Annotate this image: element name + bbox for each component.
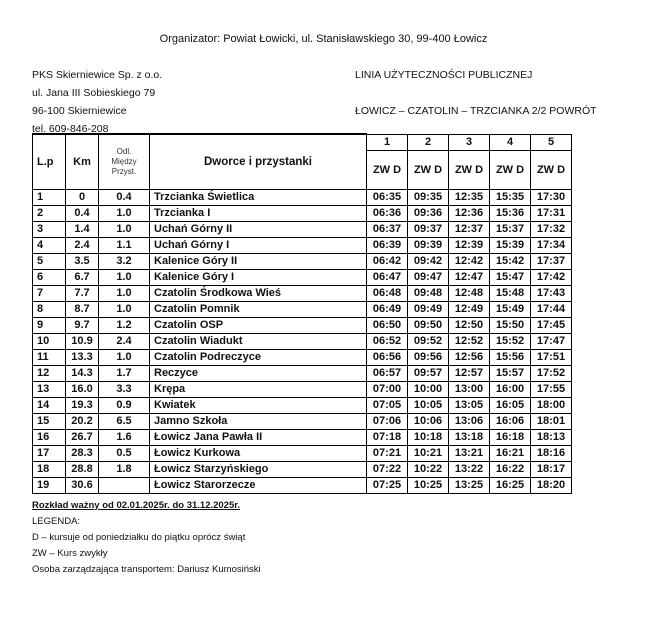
course-type: ZW D (367, 150, 408, 189)
organizer-line: Organizator: Powiat Łowicki, ul. Stanisławskiego 30, 99-400 Łowicz (159, 33, 488, 45)
table-row (33, 381, 572, 397)
row-km: 3.5 (66, 253, 99, 269)
row-departure-time: 12:36 (449, 205, 490, 221)
row-departure-time: 13:21 (449, 445, 490, 461)
row-departure-time: 17:43 (531, 285, 572, 301)
header-stops: Dworce i przystanki (150, 134, 367, 189)
course-number: 3 (449, 134, 490, 150)
row-departure-time: 17:51 (531, 349, 572, 365)
row-departure-time: 09:35 (408, 189, 449, 205)
row-departure-time: 13:18 (449, 429, 490, 445)
row-departure-time: 06:36 (367, 205, 408, 221)
table-row (33, 461, 572, 477)
header-odl-line3: Przyst. (111, 166, 137, 176)
table-row (33, 349, 572, 365)
row-departure-time: 18:17 (531, 461, 572, 477)
row-distance: 1.7 (99, 365, 150, 381)
row-distance: 0.5 (99, 445, 150, 461)
table-row (33, 221, 572, 237)
row-departure-time: 09:39 (408, 237, 449, 253)
row-km: 28.3 (66, 445, 99, 461)
row-departure-time: 09:57 (408, 365, 449, 381)
row-departure-time: 09:50 (408, 317, 449, 333)
row-departure-time: 15:56 (490, 349, 531, 365)
row-lp: 18 (33, 461, 66, 477)
row-stop-name: Łowicz Starzyńskiego (150, 461, 367, 477)
course-type: ZW D (490, 150, 531, 189)
row-stop-name: Łowicz Jana Pawła II (150, 429, 367, 445)
row-distance: 6.5 (99, 413, 150, 429)
row-lp: 5 (33, 253, 66, 269)
row-departure-time: 07:22 (367, 461, 408, 477)
row-distance: 1.0 (99, 221, 150, 237)
table-row (33, 285, 572, 301)
row-lp: 16 (33, 429, 66, 445)
row-departure-time: 17:30 (531, 189, 572, 205)
row-departure-time: 15:47 (490, 269, 531, 285)
course-type: ZW D (531, 150, 572, 189)
row-lp: 14 (33, 397, 66, 413)
row-distance: 1.0 (99, 205, 150, 221)
course-number: 5 (531, 134, 572, 150)
row-km: 28.8 (66, 461, 99, 477)
row-distance: 1.0 (99, 269, 150, 285)
row-departure-time: 17:32 (531, 221, 572, 237)
row-departure-time: 06:52 (367, 333, 408, 349)
row-departure-time: 09:49 (408, 301, 449, 317)
row-departure-time: 15:52 (490, 333, 531, 349)
row-departure-time: 17:47 (531, 333, 572, 349)
row-lp: 2 (33, 205, 66, 221)
legend-d: D – kursuje od poniedziałku do piątku oprócz świąt (32, 532, 246, 543)
row-km: 10.9 (66, 333, 99, 349)
row-distance: 1.6 (99, 429, 150, 445)
row-km: 13.3 (66, 349, 99, 365)
course-number: 4 (490, 134, 531, 150)
row-stop-name: Kwiatek (150, 397, 367, 413)
row-departure-time: 15:42 (490, 253, 531, 269)
row-departure-time: 10:06 (408, 413, 449, 429)
row-lp: 4 (33, 237, 66, 253)
row-km: 0.4 (66, 205, 99, 221)
row-departure-time: 09:37 (408, 221, 449, 237)
header-km: Km (66, 134, 99, 189)
row-departure-time: 16:18 (490, 429, 531, 445)
row-departure-time: 15:57 (490, 365, 531, 381)
row-departure-time: 16:22 (490, 461, 531, 477)
row-departure-time: 09:48 (408, 285, 449, 301)
row-departure-time: 15:49 (490, 301, 531, 317)
row-departure-time: 06:50 (367, 317, 408, 333)
row-km: 9.7 (66, 317, 99, 333)
row-departure-time: 06:37 (367, 221, 408, 237)
row-departure-time: 07:21 (367, 445, 408, 461)
row-distance: 3.3 (99, 381, 150, 397)
row-lp: 11 (33, 349, 66, 365)
row-km: 7.7 (66, 285, 99, 301)
row-lp: 13 (33, 381, 66, 397)
course-type: ZW D (408, 150, 449, 189)
row-departure-time: 12:35 (449, 189, 490, 205)
row-lp: 1 (33, 189, 66, 205)
row-departure-time: 17:55 (531, 381, 572, 397)
row-departure-time: 09:42 (408, 253, 449, 269)
row-departure-time: 10:00 (408, 381, 449, 397)
row-stop-name: Uchań Górny I (150, 237, 367, 253)
row-stop-name: Czatolin Pomnik (150, 301, 367, 317)
row-departure-time: 15:36 (490, 205, 531, 221)
row-distance: 0.4 (99, 189, 150, 205)
row-departure-time: 16:00 (490, 381, 531, 397)
table-row (33, 237, 572, 253)
row-departure-time: 12:48 (449, 285, 490, 301)
row-departure-time: 13:05 (449, 397, 490, 413)
table-row (33, 445, 572, 461)
row-departure-time: 17:31 (531, 205, 572, 221)
row-departure-time: 12:39 (449, 237, 490, 253)
table-row (33, 333, 572, 349)
row-departure-time: 07:05 (367, 397, 408, 413)
row-lp: 7 (33, 285, 66, 301)
transport-manager: Osoba zarządzająca transportem: Dariusz Kumosiński (32, 564, 261, 575)
row-km: 1.4 (66, 221, 99, 237)
row-departure-time: 12:49 (449, 301, 490, 317)
row-departure-time: 12:47 (449, 269, 490, 285)
course-number: 1 (367, 134, 408, 150)
row-departure-time: 09:36 (408, 205, 449, 221)
row-departure-time: 17:34 (531, 237, 572, 253)
row-distance: 1.0 (99, 285, 150, 301)
table-row (33, 269, 572, 285)
header-odl-line1: Odl. (116, 146, 132, 156)
course-type: ZW D (449, 150, 490, 189)
row-departure-time: 16:05 (490, 397, 531, 413)
row-departure-time: 09:47 (408, 269, 449, 285)
row-lp: 17 (33, 445, 66, 461)
row-lp: 8 (33, 301, 66, 317)
row-departure-time: 13:22 (449, 461, 490, 477)
header-odl-line2: Między (111, 156, 137, 166)
row-stop-name: Kalenice Góry II (150, 253, 367, 269)
row-departure-time: 06:48 (367, 285, 408, 301)
row-departure-time: 10:25 (408, 477, 449, 493)
row-km: 6.7 (66, 269, 99, 285)
row-departure-time: 07:18 (367, 429, 408, 445)
row-departure-time: 12:37 (449, 221, 490, 237)
row-departure-time: 15:48 (490, 285, 531, 301)
row-departure-time: 07:25 (367, 477, 408, 493)
row-departure-time: 06:35 (367, 189, 408, 205)
row-departure-time: 09:56 (408, 349, 449, 365)
row-departure-time: 15:39 (490, 237, 531, 253)
legend-zw: ZW – Kurs zwykły (32, 548, 108, 559)
row-departure-time: 17:52 (531, 365, 572, 381)
table-row (33, 397, 572, 413)
row-departure-time: 06:49 (367, 301, 408, 317)
row-departure-time: 16:25 (490, 477, 531, 493)
row-km: 20.2 (66, 413, 99, 429)
row-stop-name: Krępa (150, 381, 367, 397)
operator-street: ul. Jana III Sobieskiego 79 (32, 87, 156, 99)
header-odl (99, 134, 150, 189)
row-km: 0 (66, 189, 99, 205)
table-row (33, 253, 572, 269)
row-departure-time: 18:13 (531, 429, 572, 445)
row-departure-time: 12:50 (449, 317, 490, 333)
row-stop-name: Uchań Górny II (150, 221, 367, 237)
row-departure-time: 06:56 (367, 349, 408, 365)
row-stop-name: Czatolin Wiadukt (150, 333, 367, 349)
course-number: 2 (408, 134, 449, 150)
header-lp: L.p (33, 134, 66, 189)
row-departure-time: 09:52 (408, 333, 449, 349)
row-km: 2.4 (66, 237, 99, 253)
row-departure-time: 17:42 (531, 269, 572, 285)
row-distance: 1.0 (99, 349, 150, 365)
legend-title: LEGENDA: (32, 516, 81, 527)
row-departure-time: 12:56 (449, 349, 490, 365)
row-lp: 19 (33, 477, 66, 493)
row-distance (99, 477, 150, 493)
row-stop-name: Reczyce (150, 365, 367, 381)
row-departure-time: 15:50 (490, 317, 531, 333)
row-distance: 0.9 (99, 397, 150, 413)
table-row (33, 317, 572, 333)
row-departure-time: 13:00 (449, 381, 490, 397)
row-stop-name: Jamno Szkoła (150, 413, 367, 429)
table-row (33, 429, 572, 445)
row-distance: 3.2 (99, 253, 150, 269)
row-distance: 1.0 (99, 301, 150, 317)
row-lp: 15 (33, 413, 66, 429)
row-departure-time: 17:45 (531, 317, 572, 333)
row-departure-time: 16:06 (490, 413, 531, 429)
footer (32, 498, 261, 578)
validity-period: Rozkład ważny od 02.01.2025r. do 31.12.2025r. (32, 500, 241, 511)
timetable (32, 133, 572, 494)
row-departure-time: 17:44 (531, 301, 572, 317)
route-title: ŁOWICZ – CZATOLIN – TRZCIANKA 2/2 POWRÓT (355, 105, 597, 117)
row-km: 30.6 (66, 477, 99, 493)
row-departure-time: 06:57 (367, 365, 408, 381)
row-departure-time: 18:00 (531, 397, 572, 413)
row-distance: 2.4 (99, 333, 150, 349)
operator-city: 96-100 Skierniewice (32, 105, 127, 117)
row-departure-time: 10:05 (408, 397, 449, 413)
table-row (33, 205, 572, 221)
row-km: 26.7 (66, 429, 99, 445)
row-departure-time: 07:06 (367, 413, 408, 429)
row-stop-name: Kalenice Góry I (150, 269, 367, 285)
table-row (33, 413, 572, 429)
row-stop-name: Łowicz Kurkowa (150, 445, 367, 461)
row-departure-time: 15:37 (490, 221, 531, 237)
operator-info (32, 66, 162, 138)
row-departure-time: 15:35 (490, 189, 531, 205)
row-departure-time: 17:37 (531, 253, 572, 269)
row-lp: 9 (33, 317, 66, 333)
row-departure-time: 07:00 (367, 381, 408, 397)
row-departure-time: 10:18 (408, 429, 449, 445)
table-row (33, 365, 572, 381)
row-departure-time: 06:47 (367, 269, 408, 285)
row-departure-time: 13:25 (449, 477, 490, 493)
row-km: 8.7 (66, 301, 99, 317)
row-departure-time: 12:42 (449, 253, 490, 269)
row-departure-time: 06:39 (367, 237, 408, 253)
row-lp: 10 (33, 333, 66, 349)
row-departure-time: 18:16 (531, 445, 572, 461)
row-distance: 1.1 (99, 237, 150, 253)
row-km: 19.3 (66, 397, 99, 413)
row-stop-name: Czatolin OSP (150, 317, 367, 333)
row-stop-name: Trzcianka I (150, 205, 367, 221)
line-type: LINIA UŻYTECZNOŚCI PUBLICZNEJ (355, 69, 533, 81)
row-departure-time: 10:22 (408, 461, 449, 477)
row-stop-name: Trzcianka Świetlica (150, 189, 367, 205)
row-km: 14.3 (66, 365, 99, 381)
row-departure-time: 12:57 (449, 365, 490, 381)
row-lp: 12 (33, 365, 66, 381)
row-departure-time: 13:06 (449, 413, 490, 429)
row-departure-time: 12:52 (449, 333, 490, 349)
row-departure-time: 10:21 (408, 445, 449, 461)
row-lp: 3 (33, 221, 66, 237)
operator-phone: tel. 609-846-208 (32, 123, 109, 135)
row-departure-time: 16:21 (490, 445, 531, 461)
row-stop-name: Czatolin Podreczyce (150, 349, 367, 365)
row-distance: 1.8 (99, 461, 150, 477)
row-departure-time: 18:01 (531, 413, 572, 429)
row-stop-name: Łowicz Starorzecze (150, 477, 367, 493)
row-departure-time: 06:42 (367, 253, 408, 269)
row-distance: 1.2 (99, 317, 150, 333)
table-row (33, 477, 572, 493)
row-departure-time: 18:20 (531, 477, 572, 493)
table-row (33, 189, 572, 205)
row-stop-name: Czatolin Środkowa Wieś (150, 285, 367, 301)
operator-name: PKS Skierniewice Sp. z o.o. (32, 69, 163, 81)
row-lp: 6 (33, 269, 66, 285)
table-row (33, 301, 572, 317)
row-km: 16.0 (66, 381, 99, 397)
